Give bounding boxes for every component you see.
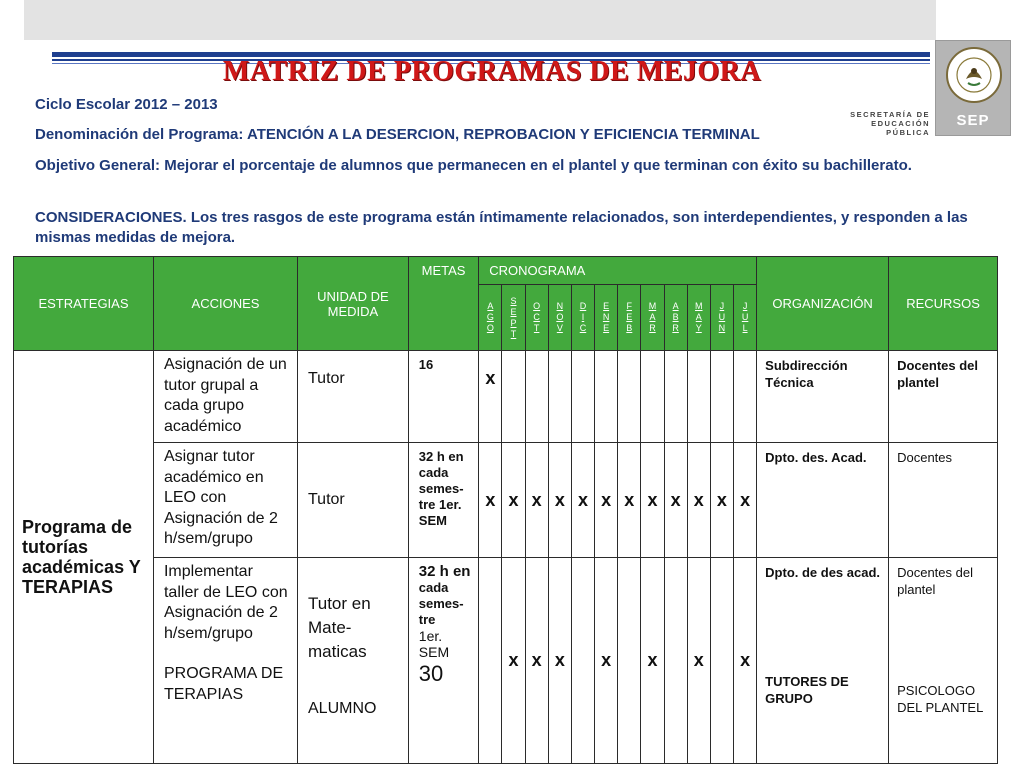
cronograma-mark: x	[687, 558, 710, 764]
accion-cell	[153, 558, 297, 764]
metas-cell: 32 h en cada semes-tre 1er. SEM	[408, 443, 479, 558]
unidad-text: Tutor en Mate-maticas	[308, 594, 371, 661]
cronograma-mark: x	[502, 558, 525, 764]
month-header	[710, 285, 733, 351]
recursos-cell: Docentes del plantel	[889, 351, 998, 443]
denominacion-programa: Denominación del Programa: ATENCIÓN A LA DESERCION, REPROBACION Y EFICIENCIA TERMINAL	[35, 126, 760, 143]
cronograma-mark: x	[687, 443, 710, 558]
unidad-extra-text: ALUMNO	[308, 700, 377, 717]
metas-line: cada	[418, 580, 449, 595]
accion-cell: Asignar tutor académico en LEO con Asignación de 2 h/sem/grupo	[153, 443, 297, 558]
month-header	[687, 285, 710, 351]
organizacion-cell	[757, 558, 889, 764]
cronograma-mark	[571, 351, 594, 443]
cronograma-mark: x	[479, 443, 502, 558]
organizacion-cell: Dpto. des. Acad.	[757, 443, 889, 558]
metas-cell	[408, 558, 479, 764]
unidad-cell: Tutor	[298, 351, 409, 443]
cronograma-mark	[502, 351, 525, 443]
consideraciones: CONSIDERACIONES. Los tres rasgos de este programa están íntimamente relacionados, son interdependientes, y responden a las mismas medidas de mejora.	[35, 209, 968, 246]
accion-text: Implementar taller de LEO con Asignación de 2 h/sem/grupo	[163, 563, 288, 642]
header-unidad-medida: UNIDAD DE MEDIDA	[298, 257, 409, 351]
cronograma-mark: x	[525, 558, 548, 764]
month-label: M A Y	[695, 301, 703, 333]
cronograma-mark	[571, 558, 594, 764]
month-label: S E P T	[510, 295, 517, 339]
cronograma-mark	[548, 351, 571, 443]
cronograma-mark	[710, 558, 733, 764]
month-header	[664, 285, 687, 351]
estrategia-cell: Programa de tutorías académicas Y TERAPIAS	[14, 351, 154, 764]
cronograma-mark: x	[571, 443, 594, 558]
metas-cell: 16	[408, 351, 479, 443]
cronograma-mark	[595, 351, 618, 443]
metas-line: tre	[418, 612, 436, 627]
month-label: O C T	[533, 301, 541, 333]
recursos-text: Docentes del plantel	[897, 565, 973, 597]
unidad-cell	[298, 558, 409, 764]
cronograma-mark	[641, 351, 664, 443]
month-header	[571, 285, 594, 351]
month-label: D I C	[579, 301, 587, 333]
cronograma-mark: x	[710, 443, 733, 558]
month-header	[595, 285, 618, 351]
objetivo-general: Objetivo General: Mejorar el porcentaje de alumnos que permanecen en el plantel y que terminan con éxito su bachillerato.	[35, 157, 912, 174]
cronograma-mark	[664, 351, 687, 443]
recursos-extra-text: PSICOLOGO DEL PLANTEL	[897, 683, 984, 715]
cronograma-mark: x	[479, 351, 502, 443]
metas-line: 32 h en	[418, 563, 471, 580]
sep-logo	[935, 40, 1011, 136]
secretaria-caption: SECRETARÍA DE EDUCACIÓN PÚBLICA	[850, 110, 930, 137]
header-recursos: RECURSOS	[889, 257, 998, 351]
unidad-cell: Tutor	[298, 443, 409, 558]
month-header	[548, 285, 571, 351]
cronograma-mark: x	[548, 558, 571, 764]
accion-extra-text: PROGRAMA DE TERAPIAS	[163, 665, 284, 703]
month-label: A B R	[672, 301, 679, 333]
month-header	[734, 285, 757, 351]
cronograma-mark: x	[734, 558, 757, 764]
month-label: F E B	[626, 301, 633, 333]
cronograma-mark	[479, 558, 502, 764]
header-organizacion: ORGANIZACIÓN	[757, 257, 889, 351]
cronograma-mark	[687, 351, 710, 443]
cronograma-mark	[710, 351, 733, 443]
month-header	[479, 285, 502, 351]
organizacion-extra-text: TUTORES DE GRUPO	[765, 674, 849, 706]
month-header	[502, 285, 525, 351]
cronograma-mark	[618, 351, 641, 443]
header-estrategias: ESTRATEGIAS	[14, 257, 154, 351]
accion-cell: Asignación de un tutor grupal a cada grupo académico	[153, 351, 297, 443]
organizacion-cell: Subdirección Técnica	[757, 351, 889, 443]
cronograma-mark	[525, 351, 548, 443]
metas-extra: 30	[418, 661, 444, 686]
month-label: J U L	[741, 301, 749, 333]
programs-matrix-table	[13, 256, 998, 764]
cronograma-mark: x	[502, 443, 525, 558]
cronograma-mark	[664, 558, 687, 764]
top-gray-band	[24, 0, 936, 40]
month-label: M A R	[648, 301, 657, 333]
cronograma-mark: x	[641, 443, 664, 558]
metas-line: semes-	[418, 596, 464, 611]
month-label: J U N	[718, 301, 726, 333]
cronograma-mark: x	[548, 443, 571, 558]
month-header	[641, 285, 664, 351]
ciclo-escolar: Ciclo Escolar 2012 – 2013	[35, 96, 218, 113]
recursos-cell	[889, 558, 998, 764]
cronograma-mark: x	[664, 443, 687, 558]
page-title: MATRIZ DE PROGRAMAS DE MEJORA	[222, 56, 762, 87]
cronograma-mark: x	[525, 443, 548, 558]
organizacion-text: Dpto. de des acad.	[765, 565, 881, 580]
cronograma-mark: x	[641, 558, 664, 764]
month-header	[618, 285, 641, 351]
cronograma-mark: x	[595, 443, 618, 558]
metas-line: SEM	[418, 644, 450, 660]
cronograma-mark	[734, 351, 757, 443]
month-header	[525, 285, 548, 351]
metas-line: 1er.	[418, 628, 443, 644]
cronograma-mark: x	[734, 443, 757, 558]
cronograma-mark: x	[595, 558, 618, 764]
recursos-cell: Docentes	[889, 443, 998, 558]
month-label: N O V	[556, 301, 564, 333]
month-label: A G O	[486, 301, 494, 333]
header-acciones: ACCIONES	[153, 257, 297, 351]
sep-logo-text: SEP	[956, 112, 990, 129]
header-cronograma: CRONOGRAMA	[479, 257, 757, 285]
cronograma-mark: x	[618, 443, 641, 558]
cronograma-mark	[618, 558, 641, 764]
header-metas: METAS	[408, 257, 479, 351]
month-label: E N E	[602, 301, 610, 333]
